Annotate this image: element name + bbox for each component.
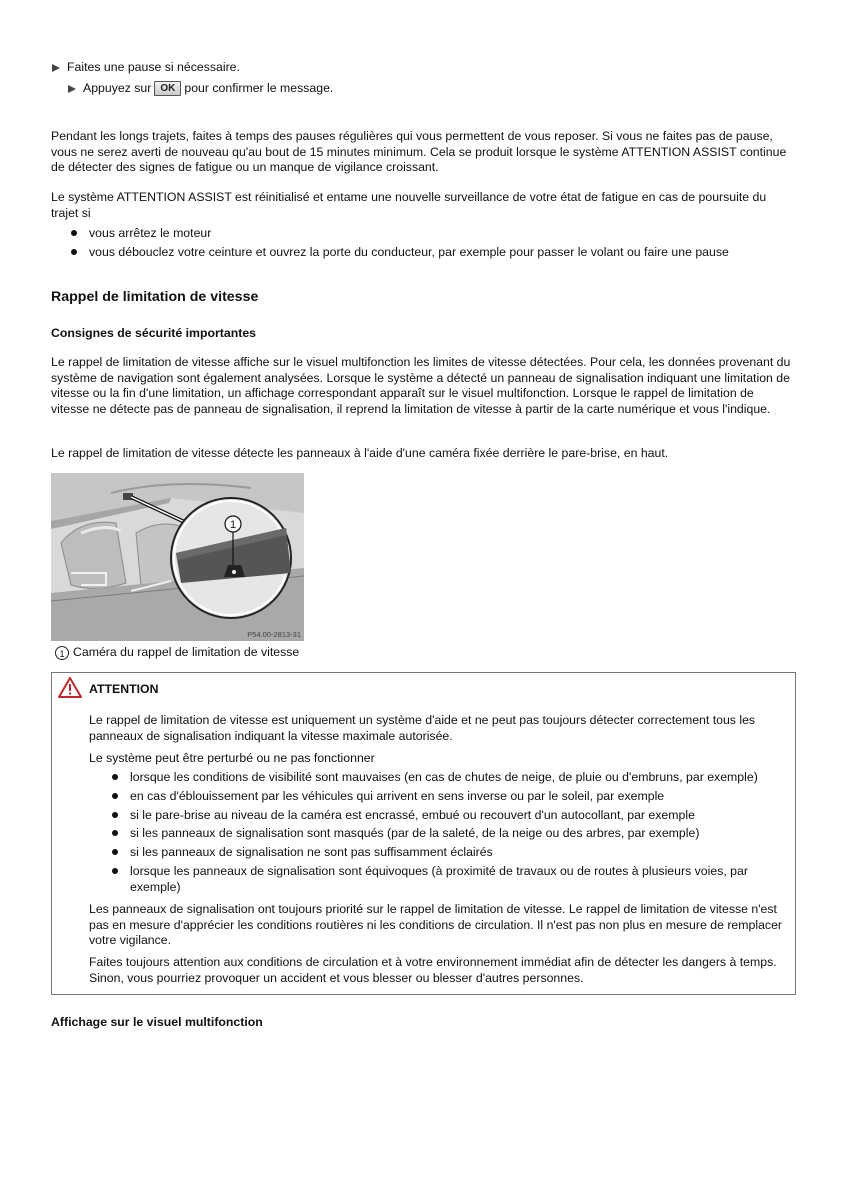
- bullet-icon: [112, 830, 118, 836]
- camera-figure: [51, 473, 304, 641]
- step-pause-text: Faites une pause si nécessaire.: [67, 60, 240, 74]
- car-interior-illustration: [51, 473, 304, 641]
- step-arrow-icon: [52, 64, 60, 72]
- circled-number-icon: 1: [55, 646, 69, 660]
- ok-key-icon: OK: [154, 81, 181, 96]
- warning-paragraph-4: Faites toujours attention aux conditions de circulation et à votre environnement immédiat afin de détecter les dangers à temps. Sinon, vous pourriez provoquer un accident et vous blesser ou blesser d'autres personnes.: [89, 955, 777, 985]
- list-item: [112, 864, 772, 895]
- warning-triangle-icon: [58, 677, 82, 698]
- list-item-text: lorsque les panneaux de signalisation sont équivoques (à proximité de travaux ou de routes à plusieurs voies, par exemple): [130, 864, 748, 894]
- intro-paragraph: Le rappel de limitation de vitesse affiche sur le visuel multifonction les limites de vitesse détectées. Pour cela, les données provenant du système de navigation sont également analysées. Lorsque le système a détecté un panneau de signalisation indiquant une limitation de vitesse ou la fin d'une limitation, un affichage correspondant apparaît sur le visuel multifonction. Lorsque le rappel de limitation de vitesse ne détecte pas de panneau de signalisation, il reprend la limitation de vitesse à partir de la carte numérique et vous l'indique.: [51, 355, 791, 416]
- warning-title: ATTENTION: [89, 682, 159, 696]
- safety-title: Consignes de sécurité importantes: [51, 326, 257, 340]
- figure-ref-code: P54.00-2813-31: [247, 630, 301, 639]
- list-item: [112, 845, 792, 861]
- camera-paragraph: Le rappel de limitation de vitesse détecte les panneaux à l'aide d'une caméra fixée derrière le pare-brise, en haut.: [51, 446, 669, 460]
- list-item: [112, 789, 792, 805]
- step-confirm-after: pour confirmer le message.: [184, 81, 334, 95]
- list-item: [112, 770, 792, 786]
- list-item-text: vous débouclez votre ceinture et ouvrez la porte du conducteur, par exemple pour passer le volant ou faire une pause: [89, 245, 729, 259]
- list-item-text: vous arrêtez le moteur: [89, 226, 212, 240]
- list-item-text: si les panneaux de signalisation ne sont pas suffisamment éclairés: [130, 845, 493, 859]
- step-arrow-icon: [68, 85, 76, 93]
- list-item-text: si le pare-brise au niveau de la caméra est encrassé, embué ou recouvert d'un autocollant, par exemple: [130, 808, 695, 822]
- step-pause: [52, 60, 240, 76]
- step-confirm: [68, 81, 333, 97]
- bullet-icon: [112, 849, 118, 855]
- bullet-icon: [112, 793, 118, 799]
- list-item: [71, 245, 729, 261]
- list-item: [112, 808, 792, 824]
- section-title: Rappel de limitation de vitesse: [51, 289, 259, 305]
- step-confirm-before: Appuyez sur: [83, 81, 152, 95]
- list-item-text: si les panneaux de signalisation sont masqués (par de la saleté, de la neige ou des arbres, par exemple): [130, 826, 700, 840]
- bullet-icon: [71, 249, 77, 255]
- list-item-text: lorsque les conditions de visibilité sont mauvaises (en cas de chutes de neige, de pluie ou d'embruns, par exemple): [130, 770, 758, 784]
- next-section-heading: Affichage sur le visuel multifonction: [51, 1015, 263, 1029]
- list-item: [71, 226, 211, 242]
- long-trips-paragraph: Pendant les longs trajets, faites à temps des pauses régulières qui vous permettent de vous reposer. Si vous ne faites pas de pause, vous ne serez averti de nouveau qu'au bout de 15 minutes minimum. Cela se produit lorsque le système ATTENTION ASSIST continue de détecter des signes de fatigue ou un manque de vigilance croissant.: [51, 129, 787, 175]
- list-item-text: en cas d'éblouissement par les véhicules qui arrivent en sens inverse ou par le soleil, par exemple: [130, 789, 665, 803]
- callout-number: 1: [229, 519, 237, 531]
- warning-paragraph-2: Le système peut être perturbé ou ne pas fonctionner: [89, 751, 375, 765]
- warning-paragraph-1: Le rappel de limitation de vitesse est uniquement un système d'aide et ne peut pas toujours détecter correctement tous les panneaux de signalisation indiquant la vitesse maximale autorisée.: [89, 713, 756, 743]
- reset-paragraph: Le système ATTENTION ASSIST est réinitialisé et entame une nouvelle surveillance de votre état de fatigue en cas de poursuite du trajet si: [51, 190, 767, 220]
- bullet-icon: [112, 812, 118, 818]
- figure-caption: [55, 645, 299, 661]
- warning-paragraph-3: Les panneaux de signalisation ont toujours priorité sur le rappel de limitation de vitesse. Le rappel de limitation de vitesse n'est pas en mesure d'apprécier les conditions routières ni les conditions de circulation. Il n'est pas non plus en mesure de remplacer votre vigilance.: [89, 902, 783, 948]
- list-item: [112, 826, 792, 842]
- bullet-icon: [112, 774, 118, 780]
- bullet-icon: [112, 868, 118, 874]
- caption-text: Caméra du rappel de limitation de vitesse: [73, 645, 300, 659]
- bullet-icon: [71, 230, 77, 236]
